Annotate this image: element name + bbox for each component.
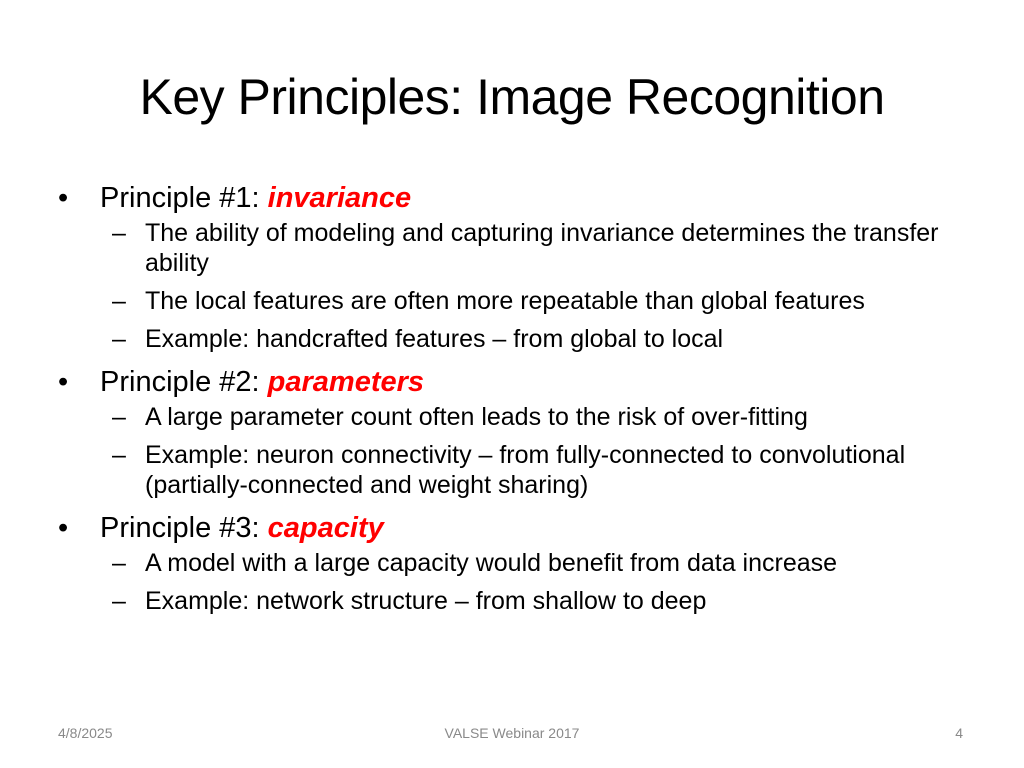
slide-title: Key Principles: Image Recognition [139, 69, 885, 125]
principle-2-point-2 [58, 440, 978, 500]
dash-icon: – [112, 587, 126, 615]
point-text: Example: handcrafted features – from global to local [145, 325, 724, 353]
point-text: A model with a large capacity would benefit from data increase [145, 549, 838, 577]
dash-icon: – [112, 325, 126, 353]
point-text: A large parameter count often leads to the risk of over-fitting [145, 403, 808, 431]
principle-1-point-3 [58, 324, 978, 354]
footer-page-number: 4 [955, 725, 963, 741]
dash-icon: – [112, 287, 126, 315]
principle-2-point-1 [58, 402, 978, 432]
point-text: Example: network structure – from shallow to deep [145, 587, 707, 615]
principle-1-label: Principle #1: [100, 182, 268, 214]
dash-icon: – [112, 219, 126, 247]
dash-icon: – [112, 403, 126, 431]
bullet-icon: • [58, 182, 69, 214]
bullet-icon: • [58, 366, 69, 398]
principle-1-point-1 [58, 218, 978, 278]
point-text: The ability of modeling and capturing invariance determines the transfer ability [145, 219, 939, 277]
principle-3-keyword: capacity [267, 512, 384, 544]
principle-3-point-2 [58, 586, 978, 616]
principle-3-point-1 [58, 548, 978, 578]
dash-icon: – [112, 549, 126, 577]
footer-date: 4/8/2025 [58, 725, 113, 741]
footer-event: VALSE Webinar 2017 [444, 725, 580, 741]
point-text: The local features are often more repeatable than global features [145, 287, 865, 315]
slide-content [58, 178, 978, 624]
principle-2-keyword: parameters [267, 366, 425, 398]
principle-1 [58, 178, 978, 218]
dash-icon: – [112, 441, 126, 469]
principle-1-keyword: invariance [267, 182, 412, 214]
principle-1-point-2 [58, 286, 978, 316]
bullet-icon: • [58, 512, 69, 544]
principle-3-label: Principle #3: [100, 512, 268, 544]
point-text: Example: neuron connectivity – from fully-connected to convolutional (partially-connected and weight sharing) [145, 441, 906, 499]
principle-2-label: Principle #2: [100, 366, 268, 398]
principle-3 [58, 508, 978, 548]
principle-2 [58, 362, 978, 402]
